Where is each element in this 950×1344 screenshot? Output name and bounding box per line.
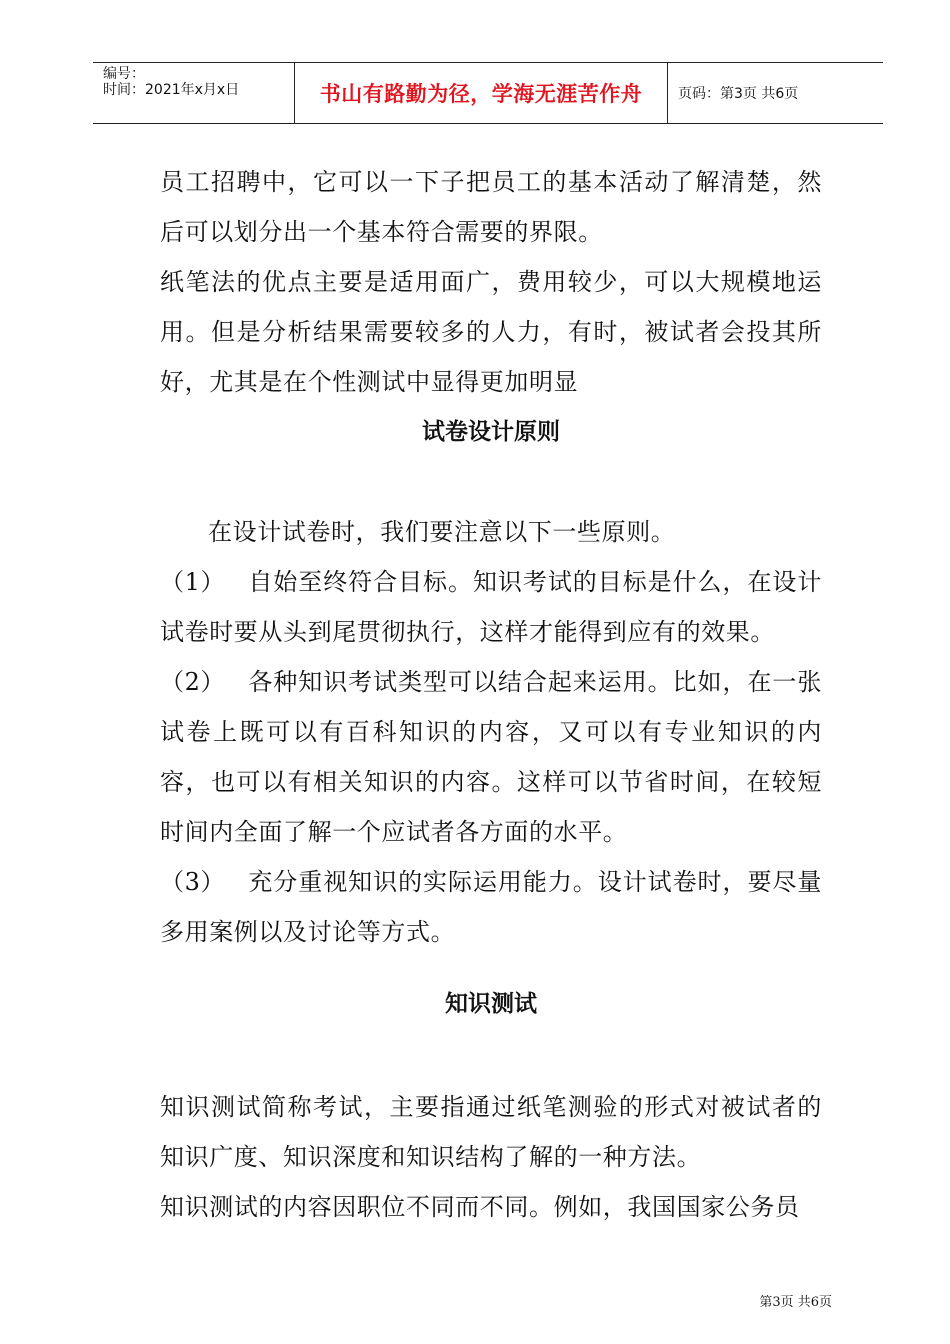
section-heading: 试卷设计原则 [422,419,560,445]
header-date-label: 时间：2021年x月x日 [103,82,240,98]
list-item [160,657,822,857]
list-item-number: （3） [160,868,226,896]
header-meta [93,63,295,123]
header-number-label: 编号： [103,66,145,82]
paragraph: 纸笔法的优点主要是适用面广，费用较少，可以大规模地运用。但是分析结果需要较多的人力，有时，被试者会投其所好，尤其是在个性测试中显得更加明显 [160,268,822,396]
list-item-text: 充分重视知识的实际运用能力。设计试卷时，要尽量多用案例以及讨论等方式。 [160,868,822,946]
section-heading: 知识测试 [445,991,537,1017]
list-item-number: （1） [160,568,226,596]
header-motto: 书山有路勤为径，学海无涯苦作舟 [319,82,643,106]
header-motto-cell [295,63,668,123]
spacer [160,957,822,979]
list-item [160,557,822,657]
list-item-number: （2） [160,668,226,696]
document-body [160,157,822,1232]
paragraph: 在设计试卷时，我们要注意以下一些原则。 [208,518,676,546]
header-page-label: 页码：第3页 共6页 [678,86,799,102]
list-item-text: 自始至终符合目标。知识考试的目标是什么，在设计试卷时要从头到尾贯彻执行，这样才能得到应有的效果。 [160,568,822,646]
paragraph: 知识测试的内容因职位不同而不同。例如，我国国家公务员 [160,1193,800,1221]
spacer [160,1029,822,1082]
page-header [93,62,883,124]
paragraph: 知识测试简称考试，主要指通过纸笔测验的形式对被试者的知识广度、知识深度和知识结构了解的一种方法。 [160,1093,822,1171]
page-footer: 第3页 共6页 [759,1295,832,1310]
list-item [160,857,822,957]
paragraph: 员工招聘中，它可以一下子把员工的基本活动了解清楚，然后可以划分出一个基本符合需要的界限。 [160,168,822,246]
list-item-text: 各种知识考试类型可以结合起来运用。比如，在一张试卷上既可以有百科知识的内容，又可以有专业知识的内容，也可以有相关知识的内容。这样可以节省时间，在较短时间内全面了解一个应试者各方面的水平。 [160,668,822,846]
spacer [160,457,822,507]
